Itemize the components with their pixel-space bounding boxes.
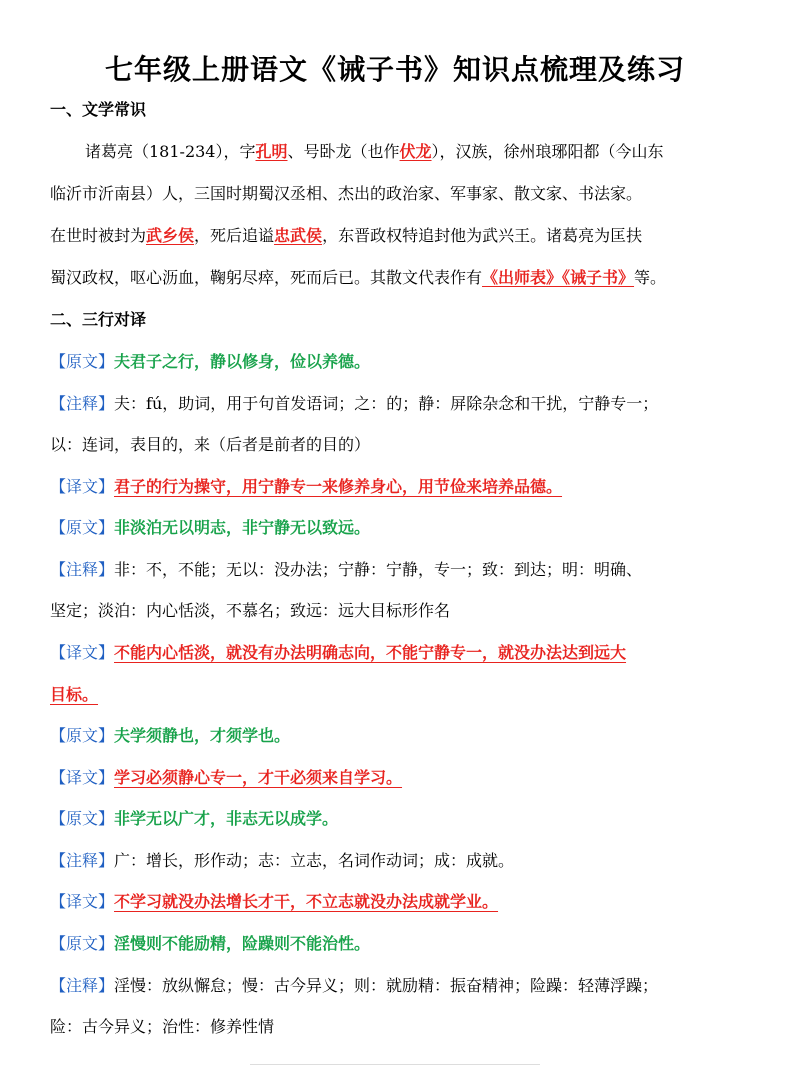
note-text: 夫：fú，助词，用于句首发语词；之：的；静：屏除杂念和干扰，宁静专一； — [114, 394, 659, 413]
page-bottom-rule — [250, 1064, 540, 1065]
note-line-2-cont: 坚定；淡泊：内心恬淡，不慕名；致远：远大目标形作名 — [50, 601, 451, 620]
note-line-2 — [50, 558, 750, 582]
note-tag: 【注释】 — [50, 560, 115, 579]
title-wuxiang: 武乡侯 — [146, 226, 195, 245]
text: 等。 — [634, 268, 667, 287]
translation-tag: 【译文】 — [50, 477, 115, 496]
translation-line-4 — [50, 890, 750, 914]
text: 、号卧龙（也作 — [287, 142, 400, 161]
original-text: 夫学须静也，才须学也。 — [114, 726, 291, 745]
original-line-2 — [50, 516, 750, 540]
note-tag: 【注释】 — [50, 976, 115, 995]
original-tag: 【原文】 — [50, 809, 115, 828]
text: 在世时被封为 — [50, 226, 147, 245]
translation-line-2 — [50, 641, 750, 665]
original-tag: 【原文】 — [50, 726, 115, 745]
translation-text: 学习必须静心专一，才干必须来自学习。 — [114, 768, 403, 787]
translation-text: 君子的行为操守，用宁静专一来修养身心，用节俭来培养品德。 — [114, 477, 563, 496]
original-text: 非学无以广才，非志无以成学。 — [114, 809, 339, 828]
document-title: 七年级上册语文《诫子书》知识点梳理及练习 — [104, 53, 685, 86]
original-text: 淫慢则不能励精，险躁则不能治性。 — [114, 934, 371, 953]
translation-tag: 【译文】 — [50, 643, 115, 662]
original-tag: 【原文】 — [50, 934, 115, 953]
text: ，死后追谥 — [194, 226, 275, 245]
original-line-3 — [50, 724, 750, 748]
original-text: 夫君子之行，静以修身，俭以养德。 — [114, 352, 371, 371]
original-tag: 【原文】 — [50, 352, 115, 371]
section-heading-translation: 二、三行对译 — [50, 310, 147, 329]
note-line-5 — [50, 974, 750, 998]
translation-line-1 — [50, 475, 750, 499]
bio-line-3 — [50, 224, 750, 248]
note-tag: 【注释】 — [50, 394, 115, 413]
note-text: 淫慢：放纵懈怠；慢：古今异义；则：就励精：振奋精神；险躁：轻薄浮躁； — [114, 976, 659, 995]
bio-line-4 — [50, 266, 750, 290]
original-line-1 — [50, 350, 750, 374]
note-tag: 【注释】 — [50, 851, 115, 870]
translation-text: 不能内心恬淡，就没有办法明确志向，不能宁静专一，就没办法达到远大 — [114, 643, 627, 662]
bio-line-1 — [85, 140, 785, 164]
original-tag: 【原文】 — [50, 518, 115, 537]
text: 诸葛亮（181-234），字 — [85, 142, 256, 161]
translation-line-2-cont — [50, 683, 750, 707]
note-line-1 — [50, 392, 750, 416]
text: ），汉族，徐州琅琊阳都（今山东 — [431, 142, 664, 161]
text: ，东晋政权特追封他为武兴王。诸葛亮为匡扶 — [322, 226, 643, 245]
translation-text: 不学习就没办法增长才干，不立志就没办法成就学业。 — [114, 892, 499, 911]
text: 蜀汉政权，呕心沥血，鞠躬尽瘁，死而后已。其散文代表作有 — [50, 268, 483, 287]
note-text: 广：增长，形作动；志：立志，名词作动词；成：成就。 — [114, 851, 515, 870]
original-text: 非淡泊无以明志，非宁静无以致远。 — [114, 518, 371, 537]
translation-tag: 【译文】 — [50, 892, 115, 911]
note-text: 非：不，不能；无以：没办法；宁静：宁静，专一；致：到达；明：明确、 — [114, 560, 643, 579]
title-zhongwu: 忠武侯 — [274, 226, 323, 245]
translation-tag: 【译文】 — [50, 768, 115, 787]
alias-name: 伏龙 — [399, 142, 432, 161]
translation-text: 目标。 — [50, 685, 99, 704]
note-line-4 — [50, 849, 750, 873]
note-line-1-cont: 以：连词，表目的，来（后者是前者的目的） — [50, 435, 371, 454]
original-line-5 — [50, 932, 750, 956]
original-line-4 — [50, 807, 750, 831]
translation-line-3 — [50, 766, 750, 790]
note-line-5-cont: 险：古今异义；治性：修养性情 — [50, 1017, 275, 1036]
bio-line-2: 临沂市沂南县）人，三国时期蜀汉丞相、杰出的政治家、军事家、散文家、书法家。 — [50, 184, 643, 203]
courtesy-name: 孔明 — [255, 142, 288, 161]
section-heading-literature: 一、文学常识 — [50, 100, 147, 119]
representative-works: 《出师表》《诫子书》 — [482, 268, 635, 287]
